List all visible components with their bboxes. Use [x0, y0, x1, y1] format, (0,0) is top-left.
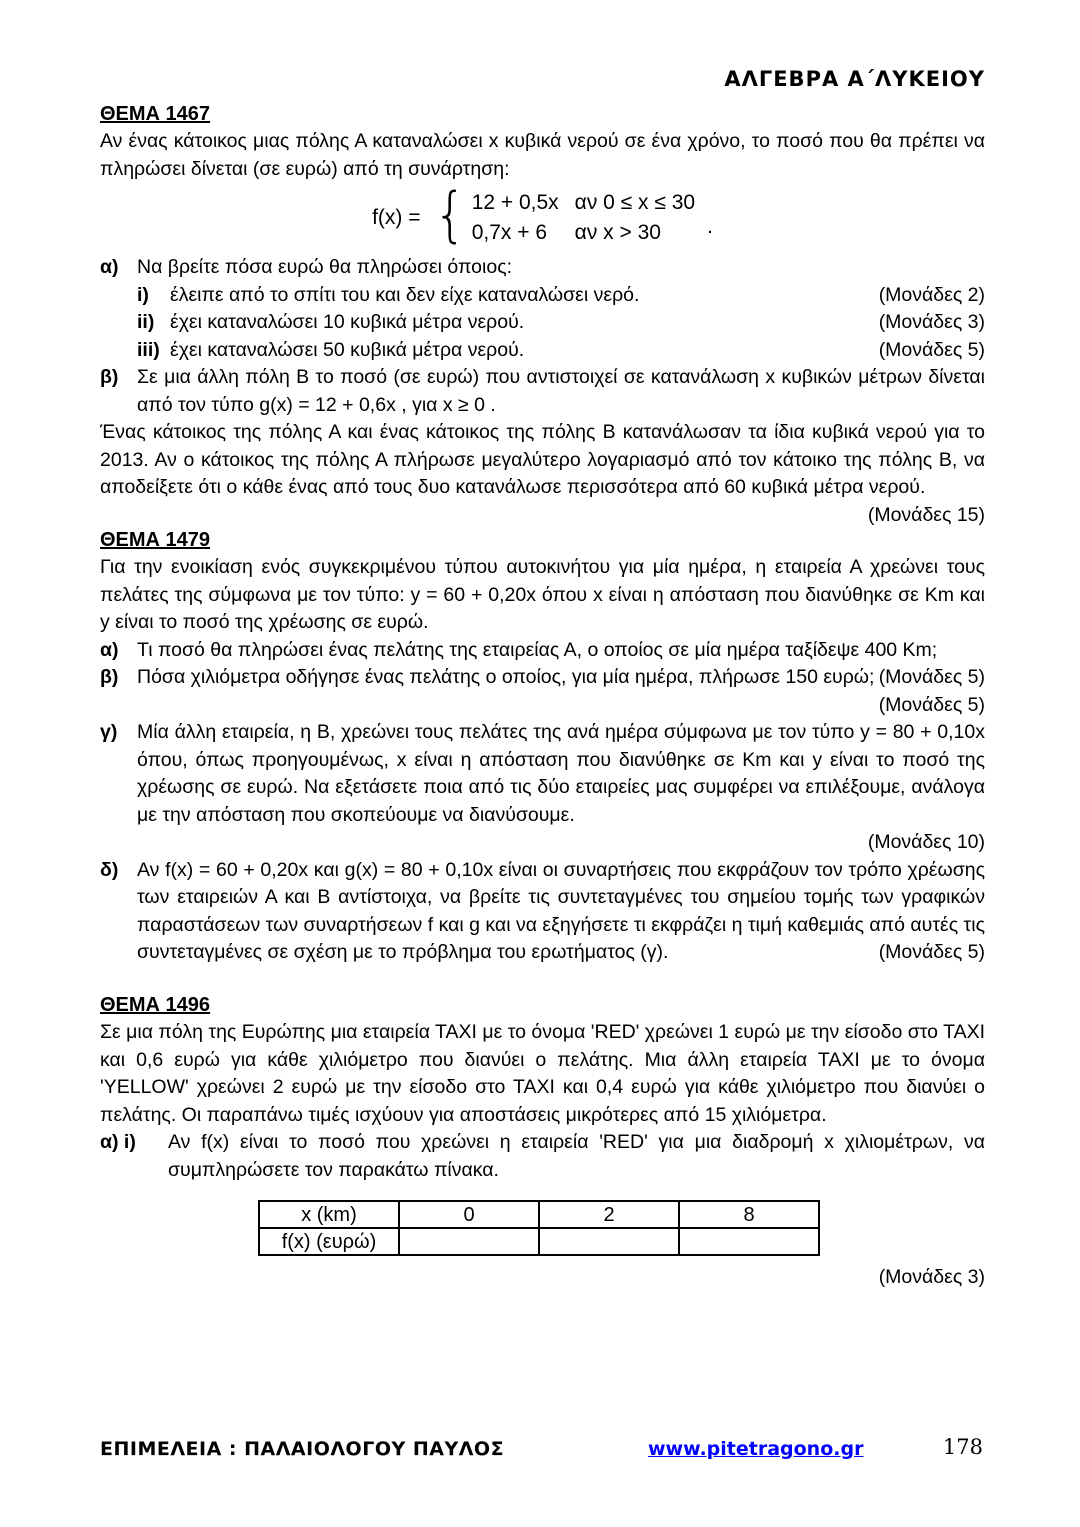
values-table-wrap [258, 1200, 985, 1256]
footer-page-number: 178 [942, 1435, 983, 1459]
theme-1467 [100, 101, 985, 526]
table-cell-empty [399, 1228, 539, 1255]
table-cell: x (km) [259, 1201, 399, 1228]
question-text [137, 857, 985, 967]
question-label: α) [100, 256, 119, 278]
table-cell-empty [539, 1228, 679, 1255]
subquestion-label: i) [137, 283, 149, 306]
question-text: Πόσα χιλιόμετρα οδήγησε ένας πελάτης ο οποίος, για μία ημέρα, πλήρωσε 150 ευρώ; [137, 666, 875, 688]
theme-1467-intro: Αν ένας κάτοικος μιας πόλης Α καταναλώσει x κυβικά νερού σε ένα χρόνο, το ποσό που θα πρέπει να πληρώσει δίνεται (σε ευρώ) από τη συνάρτηση: [100, 130, 985, 180]
theme-1479-intro: Για την ενοικίαση ενός συγκεκριμένου τύπου αυτοκινήτου για μία ημέρα, η εταιρεία Α χρεώνει τους πελάτες της σύμφωνα με τον τύπο: y = 60 + 0,20x όπου x είναι η απόσταση που διανύθηκε σε Km και y είναι το ποσό της χρέωσης σε ευρώ. [100, 556, 985, 633]
theme-1496-heading: ΘΕΜΑ 1496 [100, 993, 211, 1016]
page-footer [100, 1434, 985, 1466]
question-1467-a [100, 254, 985, 282]
formula-case2-cond: αν x > 30 [574, 221, 661, 244]
table-row-fx [259, 1228, 819, 1255]
table-row-x [259, 1201, 819, 1228]
subquestion-text: έχει καταναλώσει 10 κυβικά μέτρα νερού. [170, 311, 525, 333]
theme-1467-closing [100, 419, 985, 526]
theme-1496-intro: Σε μια πόλη της Ευρώπης μια εταιρεία ΤΑΧΙ με το όνομα 'RED' χρεώνει 1 ευρώ με την είσοδο στο ΤΑΧΙ και 0,6 ευρώ για κάθε χιλιόμετρο που διανύει ο πελάτης. Μια άλλη εταιρεία ΤΑΧΙ με το όνομα 'YELLOW' χρεώνει 2 ευρώ με την είσοδο στο ΤΑΧΙ και 0,4 ευρώ για κάθε χιλιόμετρο που διανύει ο πελάτης. Οι παραπάνω τιμές ισχύουν για αποστάσεις μικρότερες από 15 χιλιόμετρα. [100, 1021, 985, 1126]
formula-lhs: f(x) = [372, 206, 421, 229]
points-badge: (Μονάδες 5) [878, 693, 985, 716]
question-label: δ) [100, 858, 119, 881]
subquestion-label: ii) [137, 311, 155, 333]
values-table [258, 1200, 820, 1256]
table-cell: 0 [399, 1201, 539, 1228]
footer-author: ΕΠΙΜΕΛΕΙΑ : ΠΑΛΑΙΟΛΟΓΟΥ ΠΑΥΛΟΣ [100, 1438, 505, 1460]
page-header-title: ΑΛΓΕΒΡΑ Α΄ΛΥΚΕΙΟΥ [724, 67, 985, 91]
points-badge: (Μονάδες 3) [878, 1266, 985, 1288]
formula-cases [472, 188, 695, 247]
question-text: Σε μια άλλη πόλη Β το ποσό (σε ευρώ) που αντιστοιχεί σε κατανάλωση x κυβικών μέτρων δίνεται από τον τύπο g(x) = 12 + 0,6x , για x ≥ 0 . [137, 366, 985, 416]
question-1467-a-i [137, 282, 985, 310]
question-text: Μία άλλη εταιρεία, η Β, χρεώνει τους πελάτες της ανά ημέρα σύμφωνα με τον τύπο y = 80 + 0,10x όπου, όπως προηγουμένως, x είναι η απόσταση που διανύθηκε σε Km και y είναι το ποσό της χρέωσης σε ευρώ. Να εξετάσετε ποια από τις δύο εταιρείες μας συμφέρει να επιλέξουμε, ανάλογα με την απόσταση που σκοπεύουμε να διανύσουμε. [137, 721, 985, 826]
question-label: α) i) [100, 1131, 136, 1153]
theme-1479 [100, 527, 985, 967]
question-1467-a-ii [137, 309, 985, 337]
question-text: Αν f(x) είναι το ποσό που χρεώνει η εταιρεία 'RED' για μια διαδρομή x χιλιομέτρων, να συμπληρώσετε τον παρακάτω πίνακα. [168, 1131, 985, 1181]
points-badge: (Μονάδες 5) [878, 338, 985, 361]
question-label: β) [100, 366, 119, 388]
question-text-content: Αν f(x) = 60 + 0,20x και g(x) = 80 + 0,10x είναι οι συναρτήσεις που εκφράζουν τον τρόπο χρέωσης των εταιρειών Α και Β αντίστοιχα, να βρείτε τις συντεταγμένες του σημείου τομής των γραφικών παραστάσεων των συναρτήσεων f και g και να εξηγήσετε τι εκφράζει η τιμή καθεμιάς από αυτές τις συντεταγμένες σε σχέση με το πρόβλημα του ερωτήματος (γ). [137, 858, 985, 963]
formula-case1-expr: 12 + 0,5x [471, 191, 559, 214]
points-badge: (Μονάδες 15) [867, 503, 985, 526]
points-badge: (Μονάδες 5) [878, 666, 985, 688]
formula-brace: { [433, 180, 466, 250]
subquestion-label: iii) [137, 338, 160, 361]
footer-link[interactable]: www.pitetragono.gr [648, 1438, 864, 1460]
question-label: α) [100, 638, 119, 661]
points-badge: (Μονάδες 2) [878, 283, 985, 306]
question-text: Να βρείτε πόσα ευρώ θα πληρώσει όποιος: [137, 256, 513, 278]
question-1467-b [100, 364, 985, 419]
formula-period: . [707, 215, 713, 238]
question-label: β) [100, 666, 119, 688]
question-label: γ) [100, 721, 118, 743]
subquestion-text: έχει καταναλώσει 50 κυβικά μέτρα νερού. [170, 338, 525, 361]
piecewise-function-formula [100, 180, 985, 250]
points-badge: (Μονάδες 3) [878, 311, 985, 333]
question-text-content: Τι ποσό θα πληρώσει ένας πελάτης της εταιρείας Α, ο οποίος σε μία ημέρα ταξίδεψε 400 Km; [137, 638, 938, 661]
table-cell: 2 [539, 1201, 679, 1228]
table-cell-empty [679, 1228, 819, 1255]
closing-text: Ένας κάτοικος της πόλης Α και ένας κάτοικος της πόλης Β κατανάλωσαν τα ίδια κυβικά νερού για το 2013. Αν ο κάτοικος της πόλης Α πλήρωσε μεγαλύτερο λογαριασμό από τον κάτοικο της πόλης Β, να αποδείξετε ότι ο κάθε ένας από τους δυο κατανάλωσε περισσότερα από 60 κυβικά μέτρα νερού. [100, 421, 985, 498]
theme-1467-heading: ΘΕΜΑ 1467 [100, 102, 211, 125]
question-1496-a-i [100, 1129, 985, 1184]
table-cell: f(x) (ευρώ) [259, 1228, 399, 1255]
formula-case2-expr: 0,7x + 6 [471, 221, 547, 244]
table-cell: 8 [679, 1201, 819, 1228]
question-1479-c [100, 719, 985, 829]
points-badge: (Μονάδες 5) [878, 941, 985, 963]
points-badge: (Μονάδες 10) [867, 831, 985, 853]
formula-case1-cond: αν 0 ≤ x ≤ 30 [574, 191, 696, 214]
theme-1479-heading: ΘΕΜΑ 1479 [100, 528, 211, 551]
question-1479-d [100, 857, 985, 967]
question-1467-a-iii [137, 337, 985, 365]
theme-1496 [100, 992, 985, 1292]
subquestion-text: έλειπε από το σπίτι του και δεν είχε καταναλώσει νερό. [170, 283, 640, 306]
question-1479-b [100, 664, 985, 692]
